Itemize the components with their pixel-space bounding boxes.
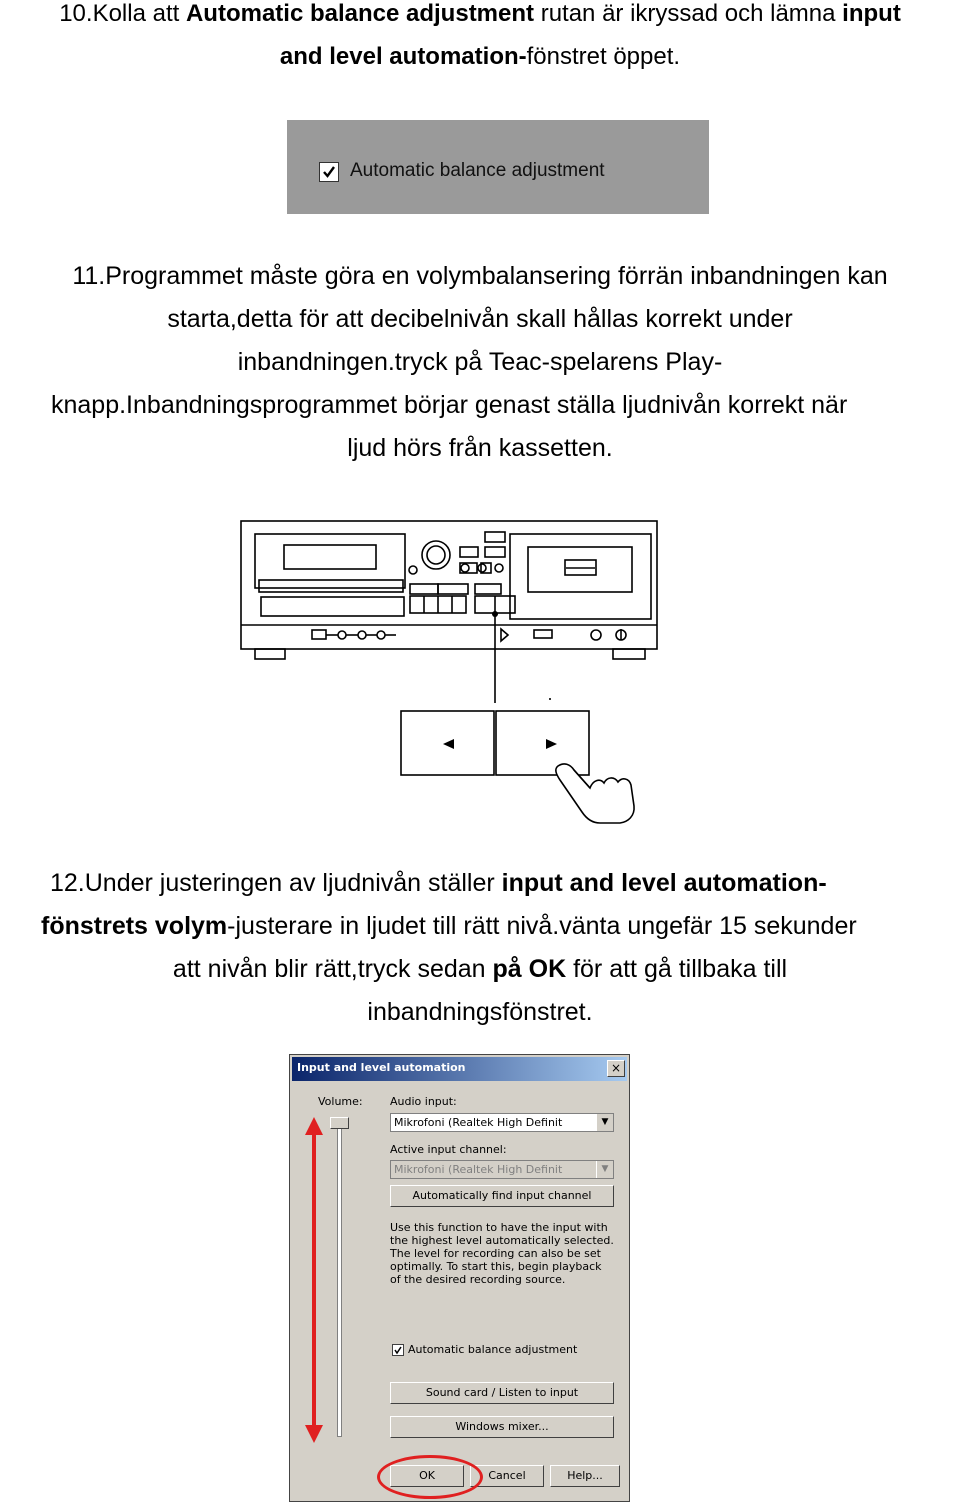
volume-slider-thumb[interactable] (330, 1117, 349, 1129)
volume-slider[interactable] (337, 1117, 342, 1437)
check-icon (321, 164, 337, 180)
step-12-text (0, 862, 960, 1034)
step-12-line-3: att nivån blir rätt,tryck sedan på OK för att gå tillbaka till (172, 955, 788, 983)
step-12-line-2: fönstrets volym-justerare in ljudet till rätt nivå.vänta ungefär 15 sekunder (41, 912, 857, 940)
step-11-line-2: starta,detta för att decibelnivån skall hållas korrekt under (167, 305, 793, 333)
check-icon (393, 1345, 403, 1355)
step-11-line-5: ljud hörs från kassetten. (347, 434, 613, 462)
audio-input-value: Mikrofoni (Realtek High Definit (394, 1116, 563, 1129)
windows-mixer-button[interactable]: Windows mixer... (390, 1416, 614, 1438)
step-10-text (0, 0, 960, 78)
step-11-line-3: inbandningen.tryck på Teac-spelarens Play- (237, 348, 723, 376)
hand-pointer-icon (556, 764, 634, 823)
find-input-channel-button[interactable]: Automatically find input channel (390, 1185, 614, 1207)
active-channel-value: Mikrofoni (Realtek High Definit (394, 1163, 563, 1176)
ok-highlight-ring (377, 1455, 483, 1499)
checkbox-screenshot (287, 120, 709, 214)
cancel-button[interactable]: Cancel (470, 1465, 544, 1487)
function-description: Use this function to have the input with the highest level automatically selected. The level for recording can also be set optimally. To start this, begin playback of the desired recording source. (390, 1221, 614, 1286)
step-11-line-4: knapp.Inbandningsprogrammet börjar genast ställa ljudnivån korrekt när (51, 391, 848, 419)
active-channel-label: Active input channel: (390, 1143, 507, 1156)
step-12-line-4: inbandningsfönstret. (367, 998, 593, 1026)
audio-input-label: Audio input: (390, 1095, 457, 1108)
automatic-balance-label: Automatic balance adjustment (408, 1343, 578, 1356)
active-channel-select[interactable] (390, 1160, 614, 1179)
audio-input-select[interactable] (390, 1113, 614, 1132)
input-level-automation-dialog (289, 1054, 630, 1502)
chevron-down-icon[interactable]: ▼ (596, 1161, 613, 1178)
close-button[interactable]: × (607, 1060, 625, 1077)
red-double-arrow-icon (303, 1117, 325, 1445)
balance-checkbox[interactable] (319, 162, 339, 182)
volume-label: Volume: (318, 1095, 363, 1108)
step-10-line-1: 10.Kolla att Automatic balance adjustment rutan är ikryssad och lämna input (59, 0, 901, 27)
step-11-line-1: 11.Programmet måste göra en volymbalansering förrän inbandningen kan (72, 262, 888, 290)
step-12-line-1: 12.Under justeringen av ljudnivån ställer input and level automation- (50, 869, 827, 897)
step-11-text (0, 255, 960, 470)
dialog-title: Input and level automation (297, 1061, 466, 1074)
dialog-title-bar (292, 1057, 627, 1081)
cassette-deck-illustration (238, 518, 663, 828)
help-button[interactable]: Help... (550, 1465, 620, 1487)
sound-card-button[interactable]: Sound card / Listen to input (390, 1382, 614, 1404)
automatic-balance-checkbox[interactable] (392, 1344, 404, 1356)
chevron-down-icon[interactable]: ▼ (596, 1114, 613, 1131)
ok-button[interactable]: OK (390, 1465, 464, 1487)
step-10-line-2: and level automation-fönstret öppet. (279, 43, 681, 70)
balance-checkbox-label: Automatic balance adjustment (350, 160, 605, 181)
